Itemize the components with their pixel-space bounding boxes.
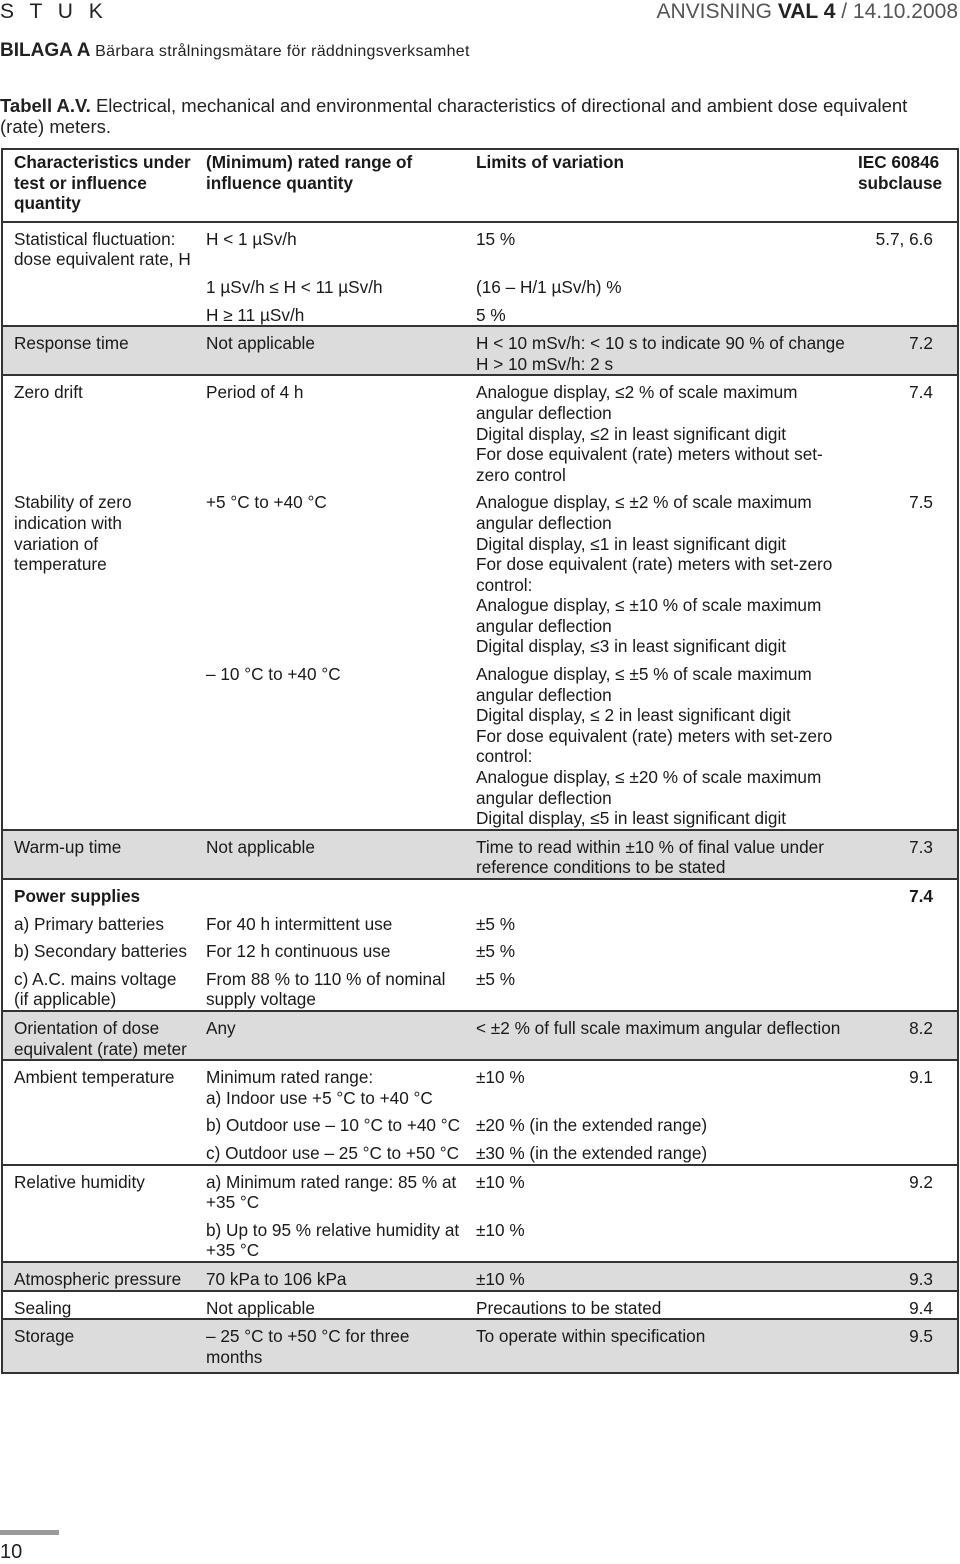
footer-rule	[0, 1530, 59, 1535]
characteristic-cell: Stability of zero indication with variation of temperature	[14, 492, 132, 575]
characteristic-cell: a) Primary batteries	[14, 913, 164, 934]
subclause-cell: 7.5	[909, 492, 933, 513]
subclause-cell	[858, 270, 958, 298]
rated-range-cell: +5 °C to +40 °C	[206, 492, 327, 513]
limits-cell: To operate within specification	[465, 1319, 858, 1373]
subclause-cell	[858, 1213, 958, 1262]
characteristic-cell: Power supplies	[2, 879, 195, 907]
characteristic-cell: Relative humidity	[2, 1165, 195, 1213]
rated-range-cell: 1 µSv/h ≤ H < 11 µSv/h	[206, 276, 383, 297]
table-header-row	[2, 149, 958, 222]
rated-range-cell: From 88 % to 110 % of nominal supply voltage	[206, 968, 446, 1010]
column-header: (Minimum) rated range of influence quantity	[206, 152, 413, 193]
rated-range-cell	[195, 879, 465, 907]
limits-cell: Analogue display, ≤ ±5 % of scale maximum angular deflection Digital display, ≤ 2 in least significant digit For dose equivalent (rate) meters with set-zero control: Analogue display, ≤ ±20 % of scale maximum angular deflection Digital display, ≤5 in least significant digit	[476, 664, 833, 829]
table-row	[2, 657, 958, 830]
table-row	[2, 1319, 958, 1373]
subclause-cell	[858, 934, 958, 962]
table-row	[2, 326, 958, 375]
subclause-cell: 9.1	[858, 1060, 958, 1108]
characteristic-cell: Statistical fluctuation: dose equivalent rate, H	[2, 222, 195, 270]
limits-cell: ±5 %	[476, 968, 516, 989]
subclause-cell: 7.3	[858, 830, 958, 879]
column-header: Limits of variation	[476, 152, 625, 172]
table-row	[2, 907, 958, 935]
subclause-cell: 7.2	[858, 326, 958, 375]
characteristic-cell: Storage	[2, 1319, 195, 1373]
limits-cell: ±30 % (in the extended range)	[476, 1142, 708, 1163]
limits-cell: Precautions to be stated	[465, 1291, 858, 1320]
rated-range-cell: – 10 °C to +40 °C	[206, 664, 341, 685]
rated-range-cell: a) Minimum rated range: 85 % at +35 °C	[195, 1165, 465, 1213]
table-row	[2, 1108, 958, 1136]
subclause-cell	[858, 1136, 958, 1165]
table-row	[2, 298, 958, 327]
rated-range-cell: H < 1 µSv/h	[195, 222, 465, 270]
rated-range-cell: Minimum rated range: a) Indoor use +5 °C to +40 °C	[195, 1060, 465, 1108]
limits-cell: Analogue display, ≤2 % of scale maximum angular deflection Digital display, ≤2 in least significant digit For dose equivalent (rate) meters without set-zero control	[465, 375, 858, 485]
subclause-cell	[858, 298, 958, 327]
limits-cell: ±10 %	[476, 1219, 525, 1240]
subclause-cell	[858, 1108, 958, 1136]
limits-cell: ±10 %	[465, 1165, 858, 1213]
subclause-cell: 5.7, 6.6	[858, 222, 958, 270]
subclause-cell: 9.2	[858, 1165, 958, 1213]
table-row	[2, 1165, 958, 1213]
subclause-cell	[858, 657, 958, 830]
subclause-cell	[858, 907, 958, 935]
table-row	[2, 375, 958, 485]
characteristic-cell: Ambient temperature	[2, 1060, 195, 1108]
limits-cell: ±5 %	[476, 941, 516, 962]
rated-range-cell: Not applicable	[195, 830, 465, 879]
rated-range-cell: H ≥ 11 µSv/h	[206, 304, 305, 325]
table-row	[2, 1011, 958, 1060]
subclause-cell: 9.3	[858, 1262, 958, 1291]
appendix-heading	[0, 40, 470, 62]
document-reference	[656, 0, 958, 24]
table-row	[2, 879, 958, 907]
appendix-label: BILAGA A	[0, 40, 91, 61]
subclause-cell: 7.4	[858, 879, 958, 907]
characteristic-cell: Warm-up time	[2, 830, 195, 879]
characteristic-cell	[2, 270, 195, 298]
characteristic-cell	[2, 1108, 195, 1136]
characteristic-cell: Sealing	[2, 1291, 195, 1320]
characteristic-cell: Atmospheric pressure	[2, 1262, 195, 1291]
page-header	[0, 0, 960, 26]
characteristics-table	[1, 148, 959, 1374]
rated-range-cell: For 40 h intermittent use	[206, 913, 393, 934]
limits-cell: Analogue display, ≤ ±2 % of scale maximum angular deflection Digital display, ≤1 in least significant digit For dose equivalent (rate) meters with set-zero control: Analogue display, ≤ ±10 % of scale maximum angular deflection Digital display, ≤3 in least significant digit	[476, 492, 833, 657]
appendix-title: Bärbara strålningsmätare för räddningsverksamhet	[90, 43, 470, 60]
characteristic-cell	[2, 1136, 195, 1165]
characteristic-cell	[2, 657, 195, 830]
subclause-cell: 9.4	[858, 1291, 958, 1320]
org-name: S T U K	[0, 0, 108, 23]
characteristic-cell: Response time	[2, 326, 195, 375]
characteristic-cell	[2, 298, 195, 327]
table-row	[2, 1262, 958, 1291]
limits-cell: 5 %	[476, 304, 506, 325]
doc-id: VAL 4	[777, 0, 836, 23]
column-header: Characteristics under test or influence quantity	[14, 152, 191, 214]
table-row	[2, 962, 958, 1011]
limits-cell	[465, 879, 858, 907]
rated-range-cell: For 12 h continuous use	[206, 941, 391, 962]
table-label: Tabell A.V.	[0, 95, 91, 116]
table-row	[2, 485, 958, 657]
limits-cell: ±10 %	[465, 1262, 858, 1291]
table-caption-text: Electrical, mechanical and environmental characteristics of directional and ambient dose equivalent (rate) meters.	[0, 95, 908, 137]
characteristic-cell: Orientation of dose equivalent (rate) meter	[2, 1011, 195, 1060]
limits-cell: < ±2 % of full scale maximum angular deflection	[465, 1011, 858, 1060]
limits-cell: Time to read within ±10 % of final value under reference conditions to be stated	[465, 830, 858, 879]
rated-range-cell: b) Outdoor use – 10 °C to +40 °C	[206, 1115, 461, 1136]
rated-range-cell: Period of 4 h	[195, 375, 465, 485]
doc-date: / 14.10.2008	[835, 0, 958, 23]
subclause-cell: 7.4	[858, 375, 958, 485]
table-row	[2, 1136, 958, 1165]
rated-range-cell: b) Up to 95 % relative humidity at +35 °C	[206, 1219, 460, 1261]
rated-range-cell: Not applicable	[195, 1291, 465, 1320]
table-row	[2, 1291, 958, 1320]
rated-range-cell: 70 kPa to 106 kPa	[195, 1262, 465, 1291]
doc-prefix: ANVISNING	[656, 0, 778, 23]
table-row	[2, 1213, 958, 1262]
subclause-cell	[858, 962, 958, 1011]
table-caption	[0, 95, 955, 137]
table-row	[2, 222, 958, 270]
table-body	[2, 222, 958, 1374]
limits-cell: (16 – H/1 µSv/h) %	[476, 276, 622, 297]
rated-range-cell: Not applicable	[195, 326, 465, 375]
table-row	[2, 270, 958, 298]
page-number: 10	[0, 1541, 23, 1563]
table-row	[2, 1060, 958, 1108]
characteristic-cell	[2, 1213, 195, 1262]
rated-range-cell: Any	[195, 1011, 465, 1060]
subclause-cell: 8.2	[858, 1011, 958, 1060]
characteristic-cell: c) A.C. mains voltage (if applicable)	[14, 968, 177, 1010]
characteristic-cell: Zero drift	[2, 375, 195, 485]
limits-cell: H < 10 mSv/h: < 10 s to indicate 90 % of change H > 10 mSv/h: 2 s	[465, 326, 858, 375]
table-row	[2, 830, 958, 879]
column-header: IEC 60846 subclause	[858, 152, 943, 193]
rated-range-cell: – 25 °C to +50 °C for three months	[195, 1319, 465, 1373]
limits-cell: ±10 %	[465, 1060, 858, 1108]
rated-range-cell: c) Outdoor use – 25 °C to +50 °C	[206, 1142, 460, 1163]
characteristic-cell: b) Secondary batteries	[14, 941, 187, 962]
limits-cell: ±20 % (in the extended range)	[476, 1115, 708, 1136]
limits-cell: ±5 %	[476, 913, 516, 934]
subclause-cell: 9.5	[858, 1319, 958, 1373]
table-row	[2, 934, 958, 962]
limits-cell: 15 %	[465, 222, 858, 270]
